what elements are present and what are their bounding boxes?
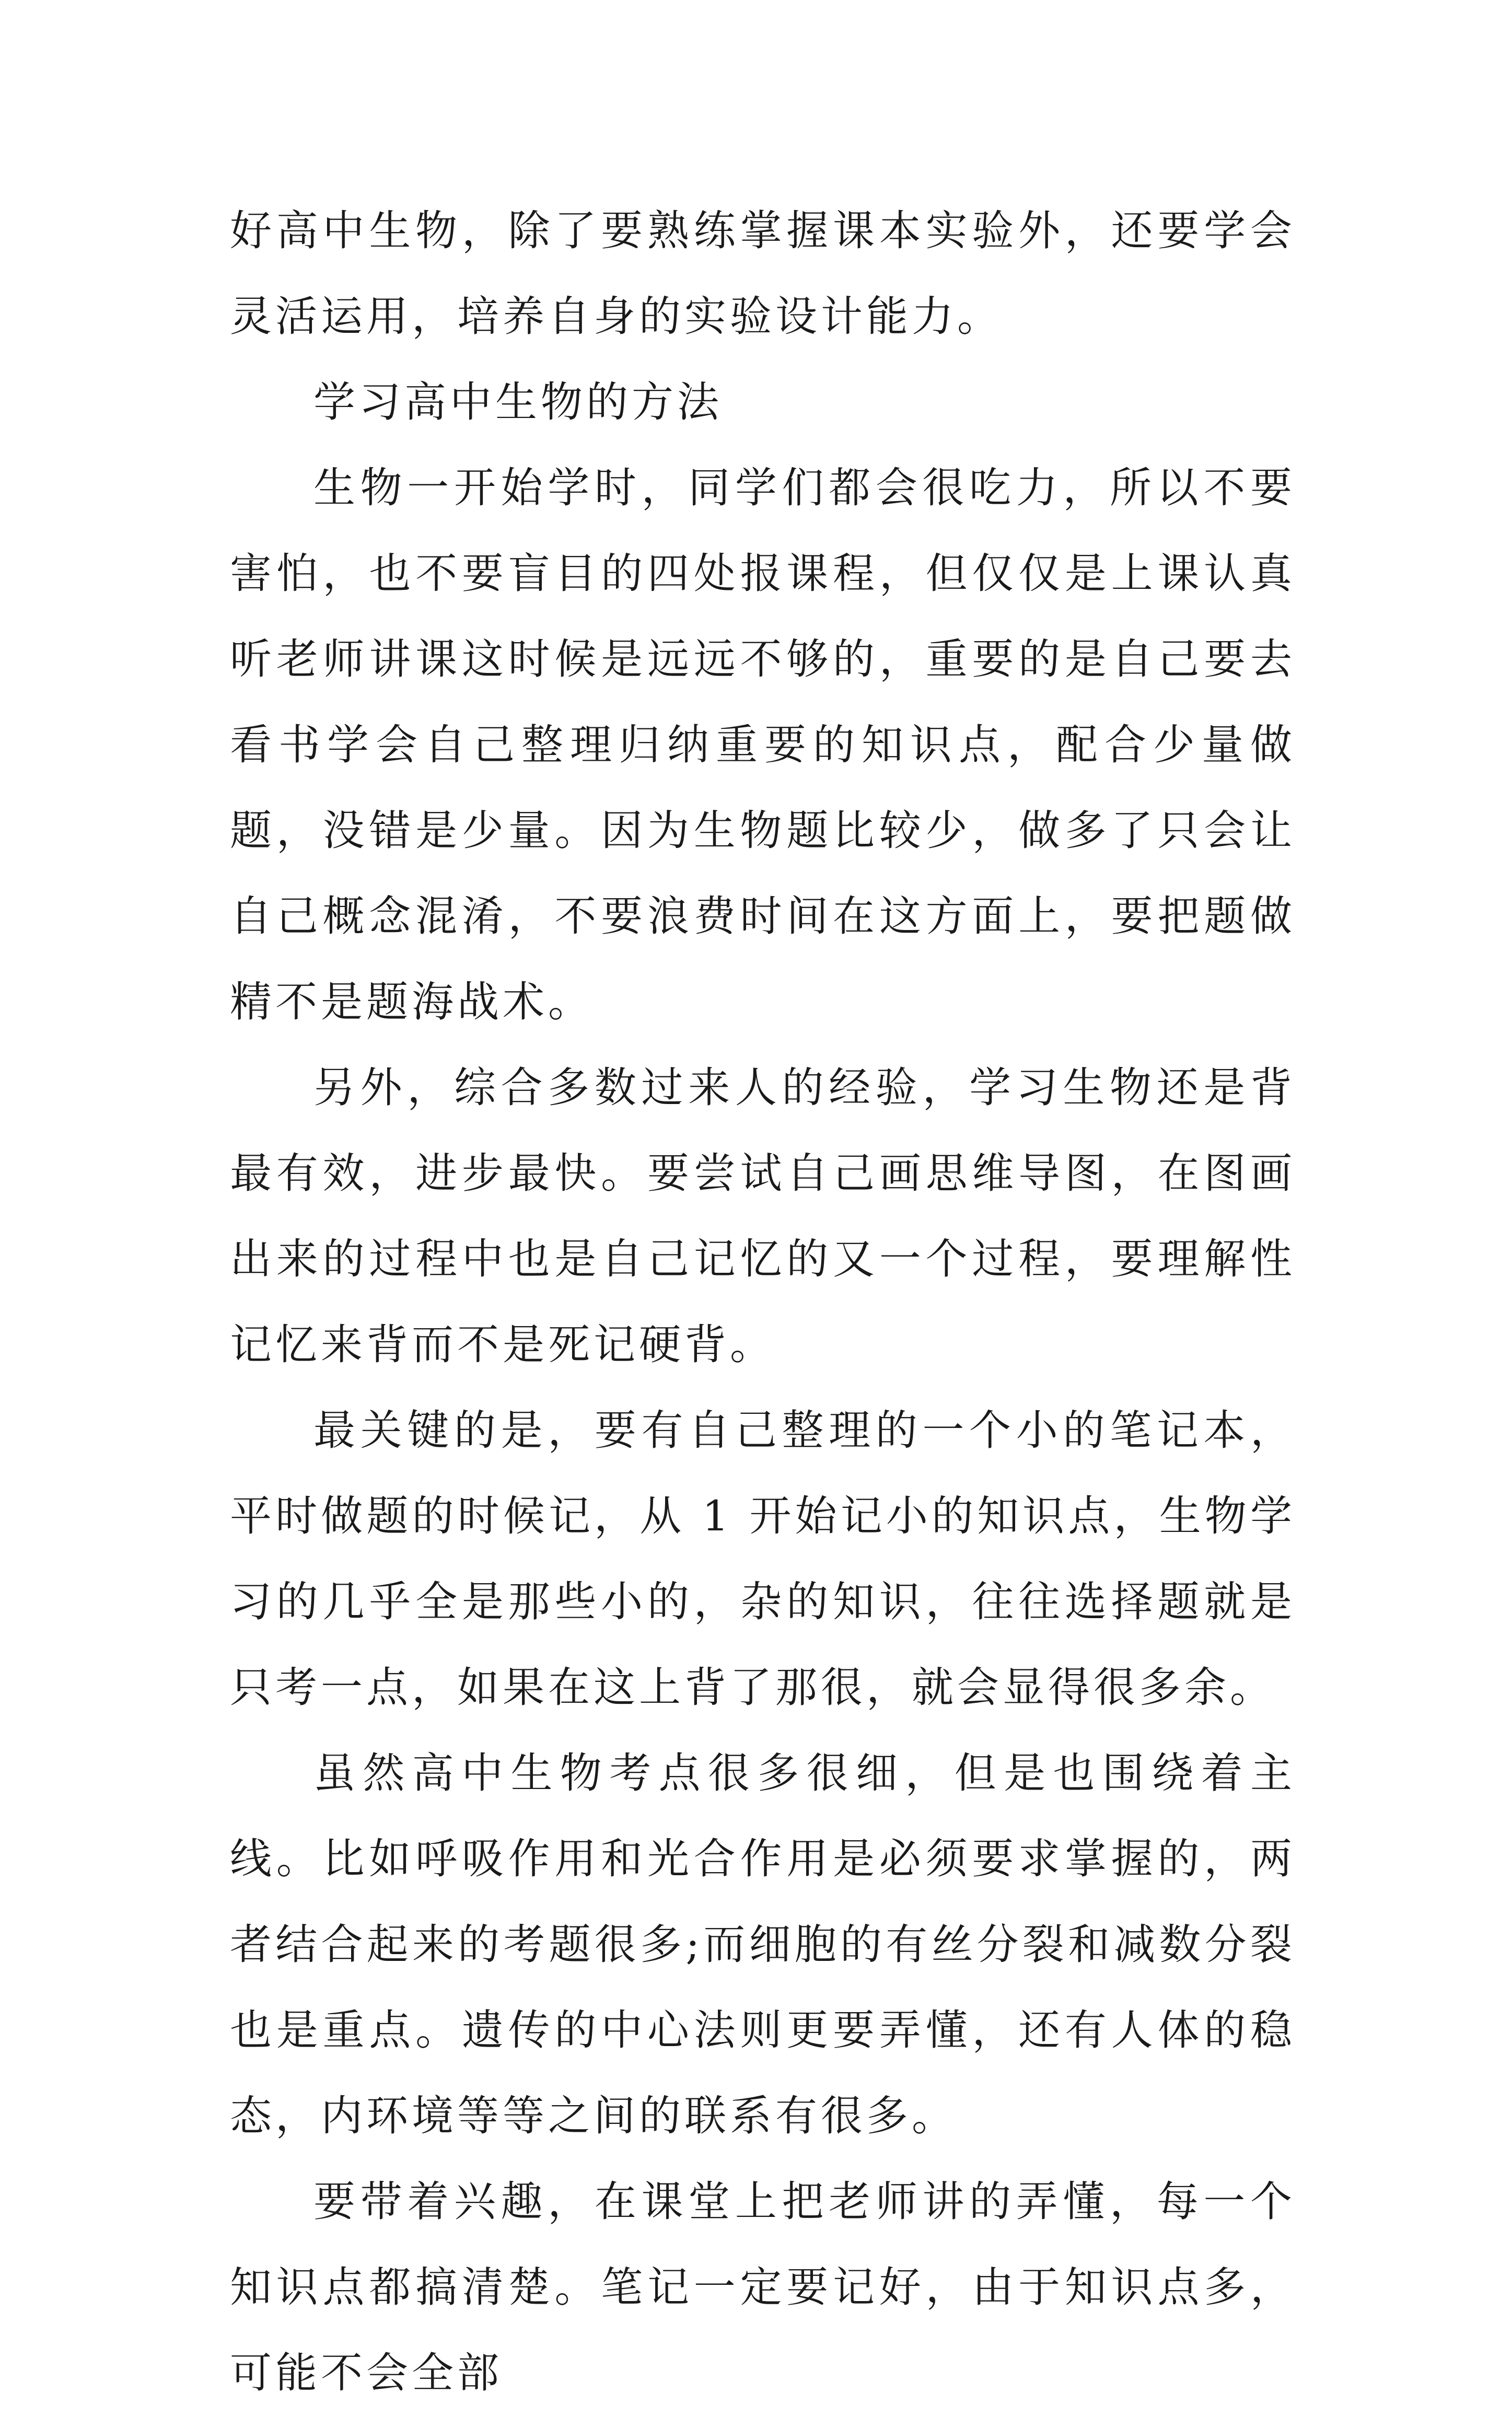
paragraph: 要带着兴趣，在课堂上把老师讲的弄懂，每一个知识点都搞清楚。笔记一定要记好，由于知识点多，可能不会全部 [230,2177,1296,2397]
document-body [230,188,1296,2416]
paragraph-continuation: 好高中生物，除了要熟练掌握课本实验外，还要学会灵活运用，培养自身的实验设计能力。 [230,206,1296,341]
paragraph: 另外，综合多数过来人的经验，学习生物还是背最有效，进步最快。要尝试自己画思维导图，在图画出来的过程中也是自己记忆的又一个过程，要理解性记忆来背而不是死记硬背。 [230,1063,1296,1369]
section-heading: 学习高中生物的方法 [313,378,723,426]
paragraph: 生物一开始学时，同学们都会很吃力，所以不要害怕，也不要盲目的四处报课程，但仅仅是上课认真听老师讲课这时候是远远不够的，重要的是自己要去看书学会自己整理归纳重要的知识点，配合少量做题，没错是少量。因为生物题比较少，做多了只会让自己概念混淆，不要浪费时间在这方面上，要把题做精不是题海战术。 [230,463,1296,1026]
paragraph: 最关键的是，要有自己整理的一个小的笔记本，平时做题的时候记，从 1 开始记小的知识点，生物学习的几乎全是那些小的，杂的知识，往往选择题就是只考一点，如果在这上背了那很，就会显得很多余。 [230,1406,1296,1712]
paragraph: 虽然高中生物考点很多很细，但是也围绕着主线。比如呼吸作用和光合作用是必须要求掌握的，两者结合起来的考题很多;而细胞的有丝分裂和减数分裂也是重点。遗传的中心法则更要弄懂，还有人体的稳态，内环境等等之间的联系有很多。 [230,1749,1296,2140]
